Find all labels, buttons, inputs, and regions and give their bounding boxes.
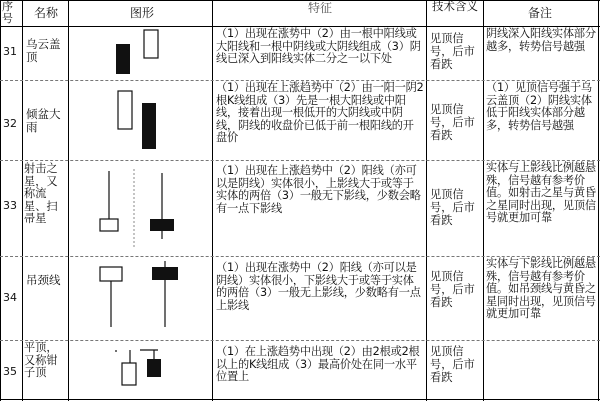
row-number: 33 bbox=[3, 199, 17, 212]
feature-text: （1）在上涨趋势中出现（2）由2根或2根以上的K线组成（3）最高价处在同一水平位置上 bbox=[216, 345, 420, 384]
header-name: 名称 bbox=[33, 6, 58, 20]
dark-cloud-cover-icon bbox=[70, 27, 210, 79]
tech-meaning: 见顶信号，后市看跌 bbox=[430, 103, 475, 142]
feature-text: （1）出现在涨势中（2）阳线（亦可以是阴线）实体很小，下影线大于或等于实体的两倍（3）一般无上影线，少数略有一点上影线 bbox=[216, 261, 421, 312]
header-tech: 技术含义 bbox=[432, 0, 478, 13]
flat-top-icon bbox=[70, 341, 210, 398]
remark-text: （1）见顶信号强于乌云盖顶（2）阴线实体低于阳线实体部分越多，转势信号越强 bbox=[486, 81, 592, 132]
pattern-name: 射击之星，又称流星、扫帚星 bbox=[24, 162, 58, 226]
feature-text: （1）出现在上涨趋势中（2）由一阳一阴2根K线组成（3）先是一根大阳线或中阳线，接着出现一根低开的大阴线或中阴线，阴线的收盘价已低于前一根阳线的开盘价 bbox=[216, 81, 424, 145]
header-remark: 备注 bbox=[527, 6, 552, 20]
tech-meaning: 见顶信号，后市看跌 bbox=[430, 345, 475, 384]
row-number: 32 bbox=[3, 117, 17, 130]
feature-text: （1）出现在涨势中（2）由一根中阳线或大阳线和一根中阴线或大阴线组成（3）阴线已深入到阳线实体二分之一以下处 bbox=[216, 27, 421, 66]
remark-text: 实体与下影线比例越悬殊，信号越有参考价值。如吊颈线与黄昏之星同时出现，见顶信号就更加可靠 bbox=[486, 257, 596, 321]
shooting-star-icon bbox=[70, 161, 210, 255]
header-feature: 特征 bbox=[307, 1, 332, 15]
header-seq: 序号 bbox=[2, 0, 13, 25]
row-number: 35 bbox=[3, 365, 17, 378]
pattern-name: 吊颈线 bbox=[26, 273, 61, 287]
row-number: 31 bbox=[3, 45, 17, 58]
heavy-rain-icon bbox=[70, 81, 210, 159]
pattern-name: 倾盆大雨 bbox=[26, 107, 61, 134]
tech-meaning: 见顶信号，后市看跌 bbox=[430, 188, 475, 227]
header-shape: 图形 bbox=[129, 6, 154, 20]
pattern-name: 乌云盖顶 bbox=[26, 37, 61, 64]
remark-text: 阴线深入阳线实体部分越多，转势信号越强 bbox=[486, 27, 596, 53]
pattern-name: 平顶，又称钳子顶 bbox=[24, 341, 58, 380]
tech-meaning: 见顶信号，后市看跌 bbox=[430, 32, 475, 71]
table-border-bottom bbox=[0, 399, 600, 400]
tech-meaning: 见顶信号，后市看跌 bbox=[430, 270, 475, 309]
hanging-man-icon bbox=[70, 257, 210, 339]
feature-text: （1）出现在上涨趋势中（2）阳线（亦可以是阴线）实体很小，上影线大于或等于实体的两倍（3）一般无下影线，少数会略有一点下影线 bbox=[216, 164, 421, 215]
remark-text: 实体与上影线比例越悬殊，信号越有参考价值。如射击之星与黄昏之星同时出现，见顶信号就更加可靠 bbox=[486, 161, 596, 225]
row-number: 34 bbox=[3, 291, 17, 304]
